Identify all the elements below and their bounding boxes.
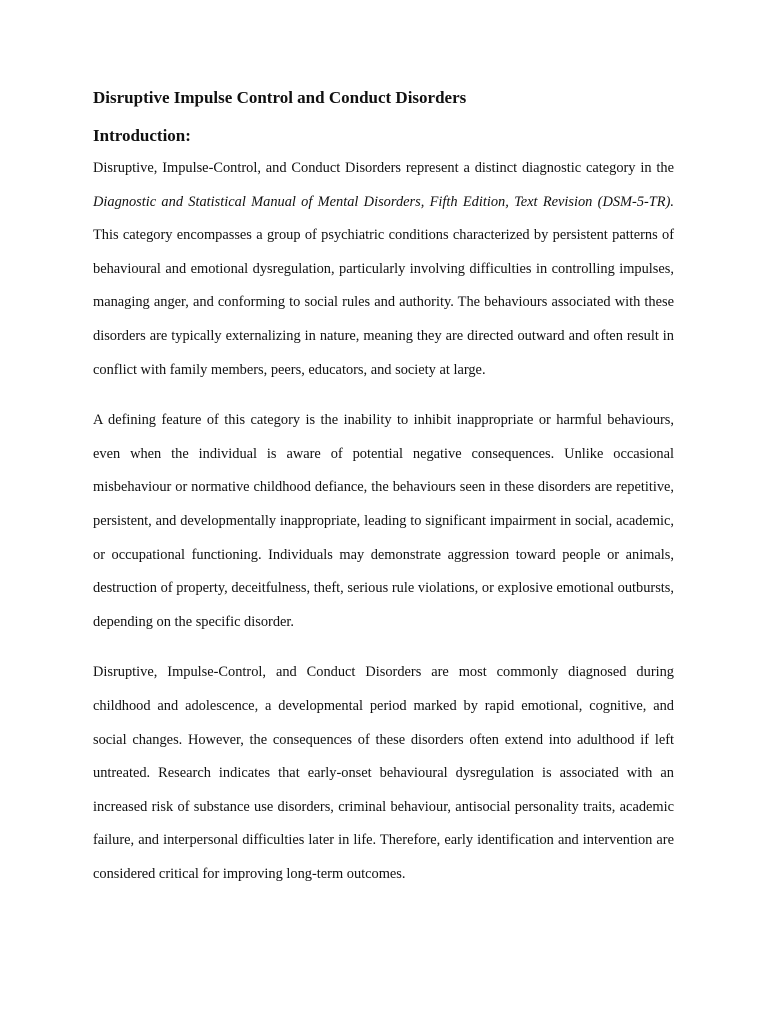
section-heading-introduction: Introduction:	[93, 126, 191, 145]
document-body	[93, 86, 674, 891]
paragraph-1-text-start: Disruptive, Impulse-Control, and Conduct Disorders represent a distinct diagnostic category in the	[93, 160, 674, 176]
paragraph-1	[93, 152, 674, 387]
paragraph-3: Disruptive, Impulse-Control, and Conduct Disorders are most commonly diagnosed during childhood and adolescence, a developmental period marked by rapid emotional, cognitive, and social changes. However, the consequences of these disorders often extend into adulthood if left untreated. Research indicates that early-onset behavioural dysregulation is associated with an increased risk of substance use disorders, criminal behaviour, antisocial personality traits, academic failure, and interpersonal difficulties later in life. Therefore, early identification and intervention are considered critical for improving long-term outcomes.	[93, 664, 674, 882]
manual-title-italic: Diagnostic and Statistical Manual of Mental Disorders, Fifth Edition, Text Revision (DSM-5-TR).	[93, 193, 674, 210]
paragraph-2: A defining feature of this category is the inability to inhibit inappropriate or harmful behaviours, even when the individual is aware of potential negative consequences. Unlike occasional misbehaviour or normative childhood defiance, the behaviours seen in these disorders are repetitive, persistent, and developmentally inappropriate, leading to significant impairment in social, academic, or occupational functioning. Individuals may demonstrate aggression toward people or animals, destruction of property, deceitfulness, theft, serious rule violations, or explosive emotional outbursts, depending on the specific disorder.	[93, 412, 674, 630]
document-title: Disruptive Impulse Control and Conduct Disorders	[93, 88, 467, 107]
paragraph-1-text-end: This category encompasses a group of psychiatric conditions characterized by persistent patterns of behavioural and emotional dysregulation, particularly involving difficulties in controlling impulses, managing anger, and conforming to social rules and authority. The behaviours associated with these disorders are typically externalizing in nature, meaning they are directed outward and often result in conflict with family members, peers, educators, and society at large.	[93, 227, 674, 378]
